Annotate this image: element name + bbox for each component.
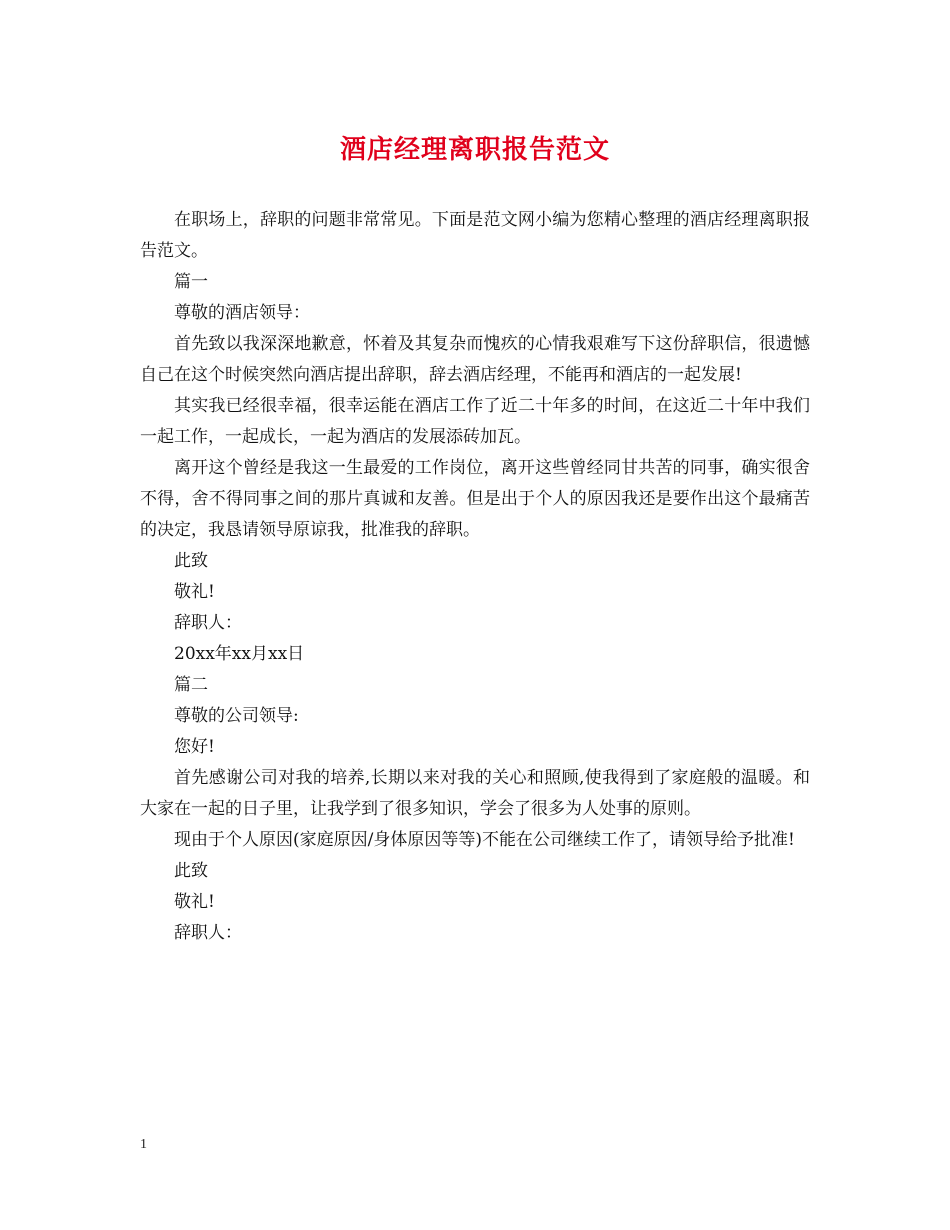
signature-line: 辞职人： [174,923,242,943]
paragraph: 首先致以我深深地歉意，怀着及其复杂而愧疚的心情我艰难写下这份辞职信，很遗憾自己在这个时候突然向酒店提出辞职，辞去酒店经理，不能再和酒店的一起发展! [140,334,810,385]
section-heading-1: 篇一 [174,272,208,292]
paragraph: 其实我已经很幸福，很幸运能在酒店工作了近二十年多的时间，在这近二十年中我们一起工作，一起成长，一起为酒店的发展添砖加瓦。 [140,396,810,447]
date-line: 20xx年xx月xx日 [174,644,305,664]
document-body [140,205,810,949]
greeting-line: 您好! [174,737,215,757]
signature-line: 辞职人： [174,613,242,633]
closing-line: 此致 [174,551,208,571]
paragraph: 离开这个曾经是我这一生最爱的工作岗位，离开这些曾经同甘共苦的同事，确实很舍不得，舍不得同事之间的那片真诚和友善。但是出于个人的原因我还是要作出这个最痛苦的决定，我恳请领导原谅我，批准我的辞职。 [140,458,810,540]
closing-line: 敬礼! [174,892,215,912]
salutation-2: 尊敬的公司领导: [174,706,299,726]
paragraph: 现由于个人原因(家庭原因/身体原因等等)不能在公司继续工作了，请领导给予批准! [174,830,795,850]
document-title: 酒店经理离职报告范文 [339,135,610,165]
closing-line: 敬礼! [174,582,215,602]
page-number: 1 [140,1137,147,1152]
section-heading-2: 篇二 [174,675,208,695]
paragraph: 首先感谢公司对我的培养,长期以来对我的关心和照顾,使我得到了家庭般的温暖。和大家在一起的日子里，让我学到了很多知识，学会了很多为人处事的原则。 [140,768,810,819]
salutation-1: 尊敬的酒店领导： [174,303,310,323]
closing-line: 此致 [174,861,208,881]
paragraph-intro: 在职场上，辞职的问题非常常见。下面是范文网小编为您精心整理的酒店经理离职报告范文。 [140,210,810,261]
